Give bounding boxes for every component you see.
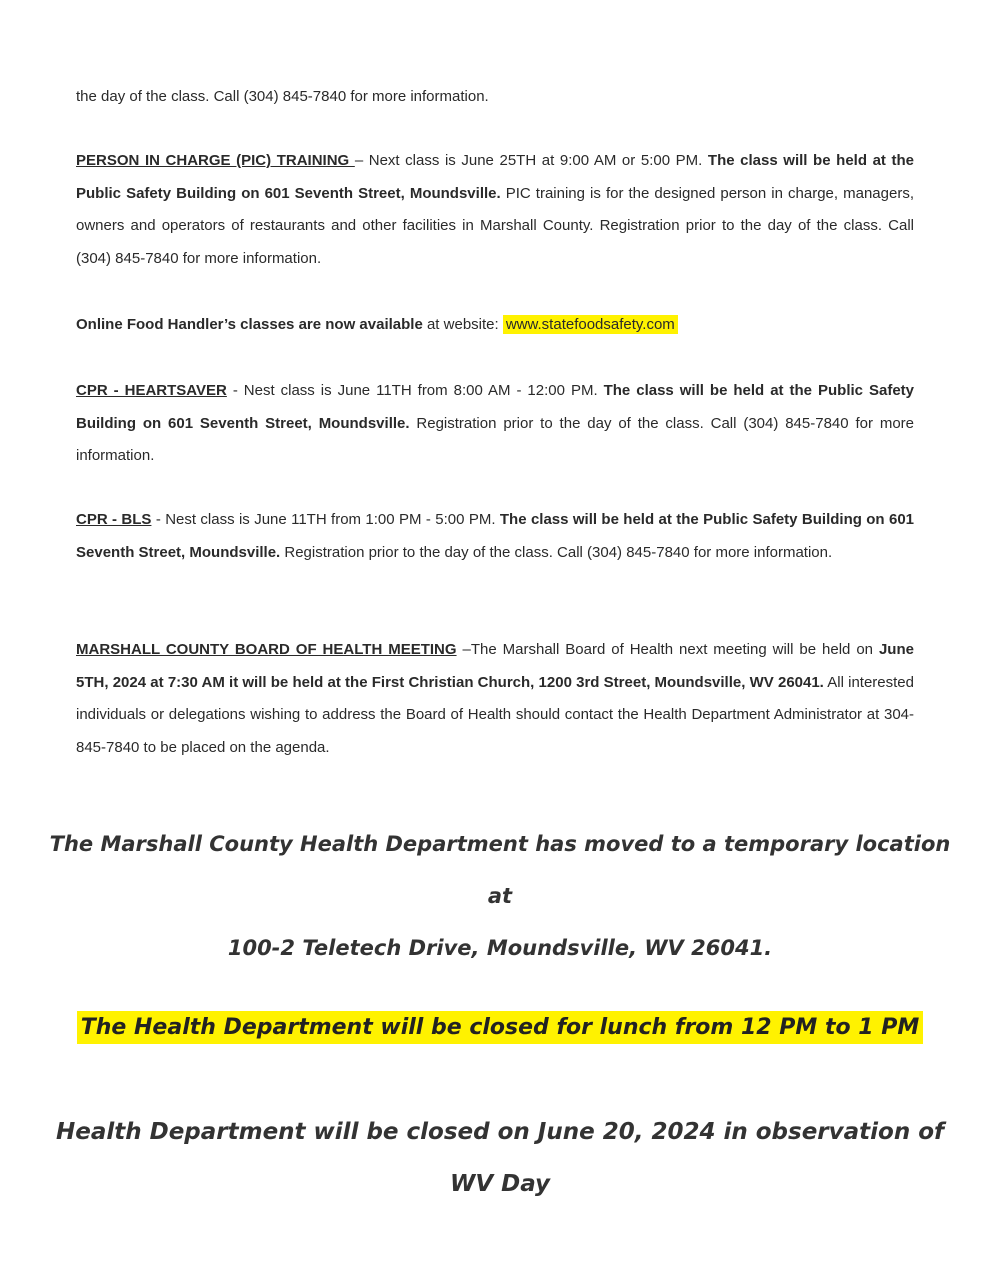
cpr-bls-paragraph — [76, 504, 914, 569]
holiday-line-2: WV Day — [449, 1171, 551, 1197]
board-meeting-paragraph — [76, 634, 914, 764]
intro-paragraph — [76, 81, 914, 114]
statefoodsafety-link[interactable]: www.statefoodsafety.com — [503, 315, 678, 334]
online-classes-text: at website: — [422, 316, 503, 333]
board-meeting-details: All interested individuals or delegations wishing to address the Board of Health should contact the Health Department Administrator at 304-845-7840 to be placed on the agenda. — [76, 673, 914, 756]
cpr-heartsaver-details: Registration prior to the day of the class. Call (304) 845-7840 for more information. — [76, 414, 914, 464]
cpr-bls-lead: - Nest class is June 11TH from 1:00 PM - 5:00 PM. — [151, 511, 500, 528]
online-classes-paragraph — [76, 309, 914, 342]
pic-training-heading: PERSON IN CHARGE (PIC) TRAINING — [76, 152, 355, 169]
relocation-notice — [40, 818, 960, 974]
cpr-heartsaver-paragraph — [76, 375, 914, 473]
lunch-closure-notice — [40, 1008, 960, 1048]
pic-training-paragraph — [76, 145, 914, 275]
relocation-line-1: The Marshall County Health Department has moved to a temporary location at — [49, 832, 951, 908]
board-meeting-datetime: June 5TH, 2024 at 7:30 AM it will be held at the First Christian Church, 1200 3rd Street, Moundsville, WV 26041. — [76, 641, 914, 691]
board-meeting-heading: MARSHALL COUNTY BOARD OF HEALTH MEETING — [76, 641, 457, 658]
lunch-closure-text: The Health Department will be closed for lunch from 12 PM to 1 PM — [77, 1011, 923, 1044]
cpr-heartsaver-heading: CPR - HEARTSAVER — [76, 382, 227, 399]
board-meeting-lead: –The Marshall Board of Health next meeting will be held on — [456, 641, 879, 658]
cpr-heartsaver-lead: - Nest class is June 11TH from 8:00 AM - 12:00 PM. — [226, 382, 604, 399]
holiday-closure-notice — [40, 1106, 960, 1210]
cpr-bls-heading: CPR - BLS — [76, 511, 152, 528]
intro-text: the day of the class. Call (304) 845-7840 for more information. — [76, 88, 489, 105]
cpr-heartsaver-location: The class will be held at the Public Safety Building on 601 Seventh Street, Moundsville. — [76, 382, 915, 432]
holiday-line-1: Health Department will be closed on June 20, 2024 in observation of — [55, 1119, 945, 1145]
cpr-bls-location: The class will be held at the Public Safety Building on 601 Seventh Street, Moundsville. — [76, 511, 915, 561]
online-classes-label: Online Food Handler’s classes are now available — [76, 316, 423, 333]
pic-training-location: The class will be held at the Public Safety Building on 601 Seventh Street, Moundsville. — [76, 152, 915, 202]
cpr-bls-details: Registration prior to the day of the class. Call (304) 845-7840 for more information. — [280, 543, 833, 561]
relocation-line-2: 100-2 Teletech Drive, Moundsville, WV 26041. — [227, 936, 773, 960]
pic-training-lead: – Next class is June 25TH at 9:00 AM or 5:00 PM. — [354, 152, 708, 169]
pic-training-details: PIC training is for the designed person in charge, managers, owners and operators of restaurants and other facilities in Marshall County. Registration prior to the day of the class. Call (304) 845-7840 for more information. — [76, 184, 914, 267]
